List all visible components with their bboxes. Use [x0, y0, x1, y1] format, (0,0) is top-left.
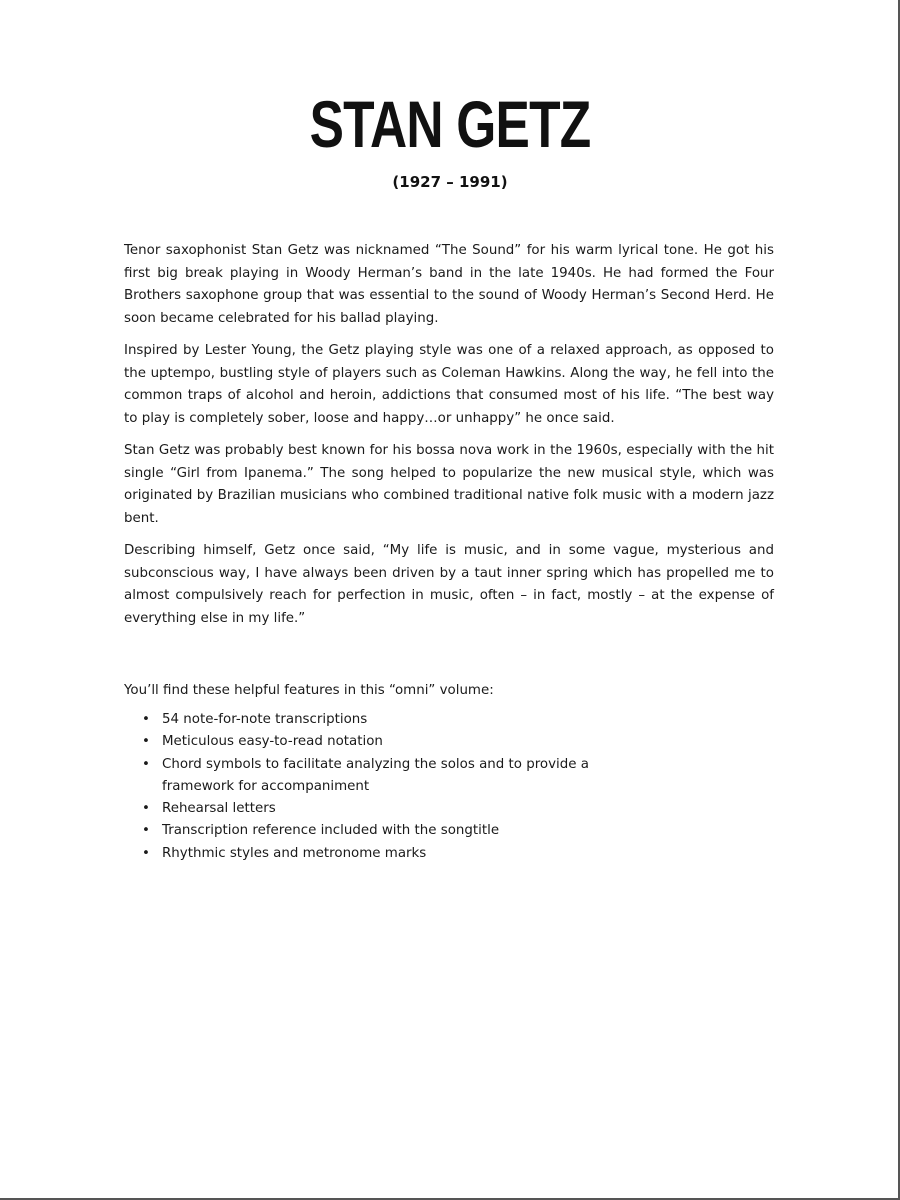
life-dates: (1927 – 1991) [392, 173, 508, 191]
bio-paragraph: Inspired by Lester Young, the Getz playing style was one of a relaxed approach, as opposed to the uptempo, bustling style of players such as Coleman Hawkins. Along the way, he fell into the common traps of alcohol and heroin, addictions that consumed most of his life. “The best way to play is completely sober, loose and happy…or unhappy” he once said. [124, 343, 774, 426]
list-item-text: Meticulous easy-to-read notation [162, 734, 383, 750]
list-item [124, 709, 624, 731]
list-item-text: 54 note-for-note transcriptions [162, 712, 368, 727]
bullet-icon: • [142, 823, 150, 839]
bullet-icon: • [142, 712, 150, 727]
list-item-text: Chord symbols to facilitate analyzing the solos and to provide a framework for accompaniment [162, 756, 589, 794]
bullet-icon: • [142, 756, 150, 772]
bullet-icon: • [142, 845, 150, 861]
page-title: STAN GETZ [309, 87, 591, 161]
bio-paragraph: Describing himself, Getz once said, “My life is music, and in some vague, mysterious and subconscious way, I have always been driven by a taut inner spring which has propelled me to almost compulsively reach for perfection in music, often – in fact, mostly – at the expense of everything else in my life.” [124, 543, 774, 626]
bio-paragraph: Stan Getz was probably best known for his bossa nova work in the 1960s, especially with the hit single “Girl from Ipanema.” The song helped to popularize the new musical style, which was originated by Brazilian musicians who combined traditional native folk music with a modern jazz bent. [124, 443, 774, 526]
list-item [124, 731, 624, 753]
list-item [124, 754, 624, 799]
biography [124, 240, 774, 640]
features-intro: You’ll find these helpful features in this “omni” volume: [124, 683, 494, 698]
list-item-text: Transcription reference included with the songtitle [162, 823, 500, 839]
bullet-icon: • [142, 801, 150, 817]
list-item-text: Rehearsal letters [162, 801, 276, 817]
bullet-icon: • [142, 734, 150, 750]
list-item [124, 843, 624, 865]
list-item [124, 820, 624, 842]
features-list [124, 709, 624, 865]
bio-paragraph: Tenor saxophonist Stan Getz was nicknamed “The Sound” for his warm lyrical tone. He got his first big break playing in Woody Herman’s band in the late 1940s. He had formed the Four Brothers saxophone group that was essential to the sound of Woody Herman’s Second Herd. He soon became celebrated for his ballad playing. [124, 243, 774, 326]
list-item [124, 798, 624, 820]
list-item-text: Rhythmic styles and metronome marks [162, 845, 427, 861]
